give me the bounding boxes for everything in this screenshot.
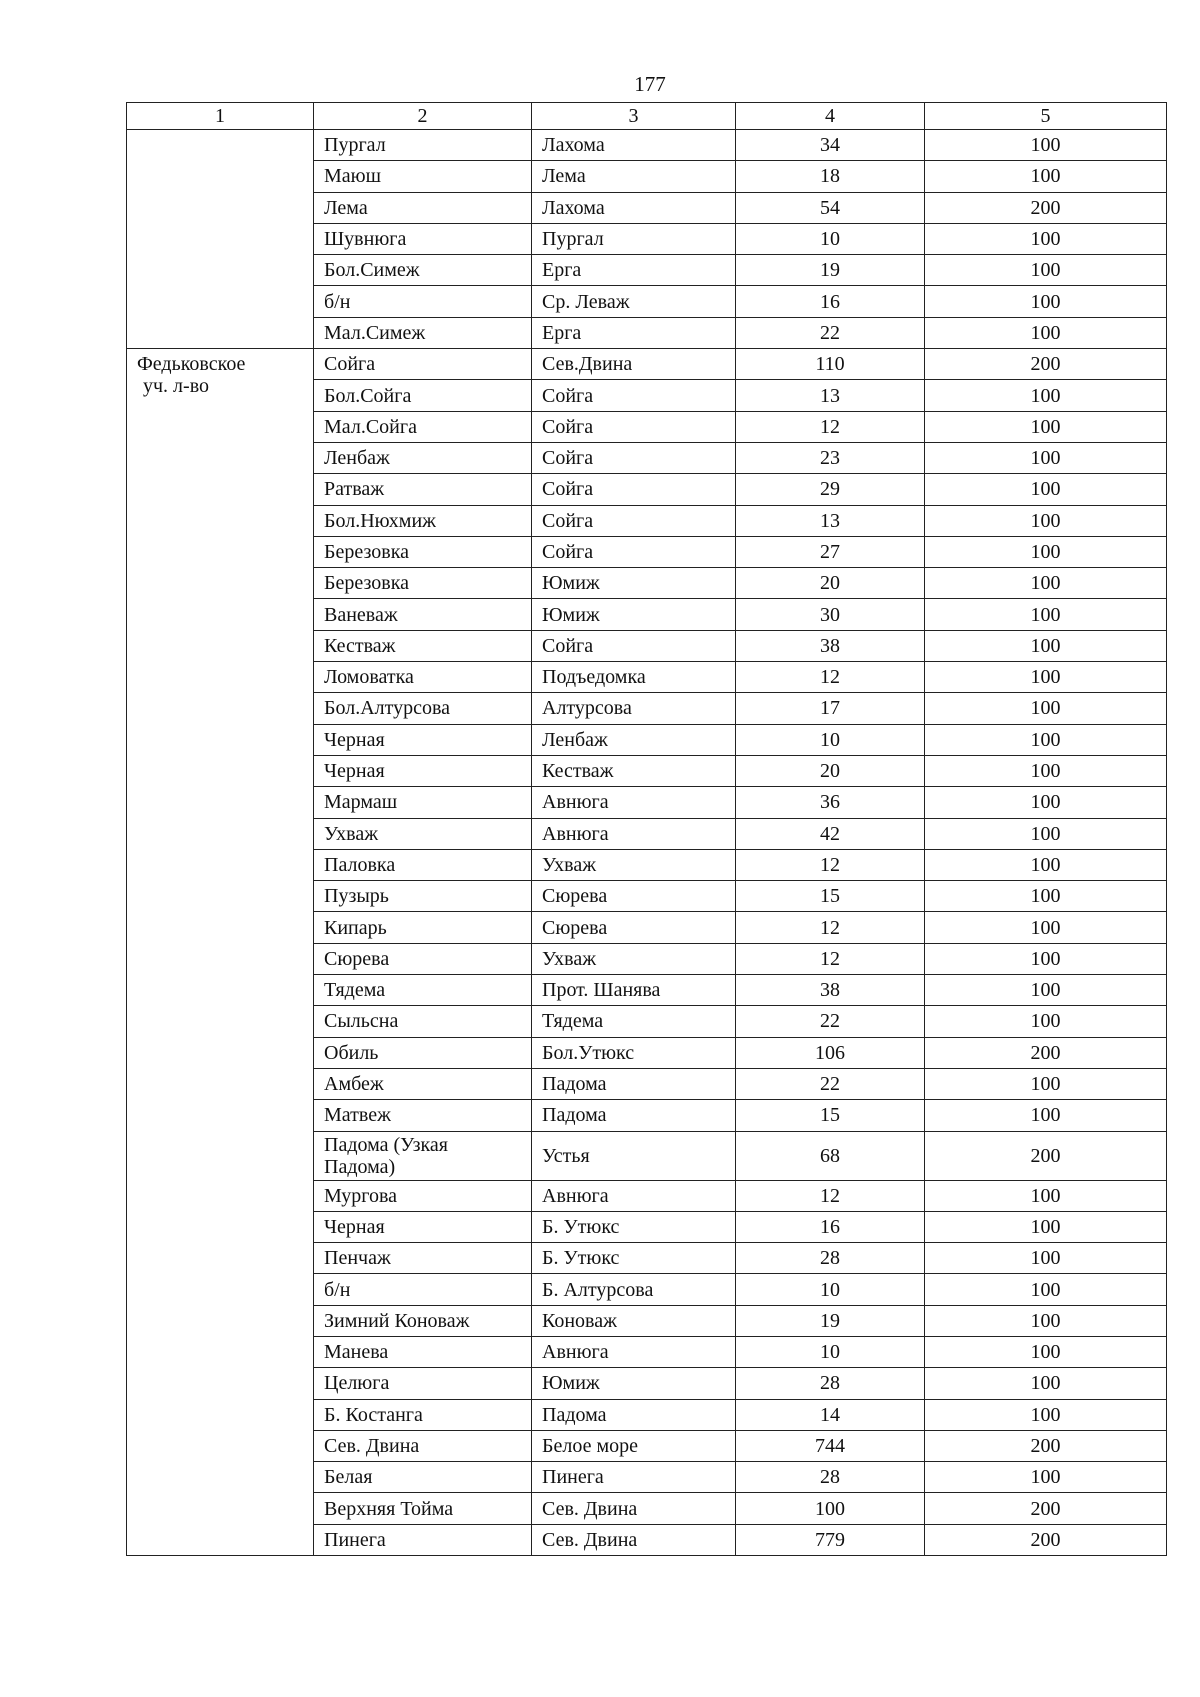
river-name-cell: Березовка: [314, 536, 532, 567]
river-name-cell: Пенчаж: [314, 1243, 532, 1274]
river-name-cell: Бол.Симеж: [314, 255, 532, 286]
protection-zone-width-cell: 100: [925, 1368, 1167, 1399]
protection-zone-width-cell: 200: [925, 1037, 1167, 1068]
river-length-cell: 28: [736, 1368, 925, 1399]
river-mouth-cell: Сойга: [532, 505, 736, 536]
river-length-cell: 12: [736, 1180, 925, 1211]
river-name-cell: Пургал: [314, 130, 532, 161]
river-length-cell: 18: [736, 161, 925, 192]
river-name-cell: Паловка: [314, 849, 532, 880]
header-row: [127, 103, 1167, 130]
river-mouth-cell: Б. Алтурсова: [532, 1274, 736, 1305]
river-name-cell: Мал.Симеж: [314, 317, 532, 348]
river-length-cell: 110: [736, 349, 925, 380]
river-name-cell: Лема: [314, 192, 532, 223]
river-name-cell: Бол.Сойга: [314, 380, 532, 411]
river-name-cell: Зимний Коноваж: [314, 1305, 532, 1336]
protection-zone-width-cell: 100: [925, 1336, 1167, 1367]
river-name-cell: б/н: [314, 1274, 532, 1305]
river-name-cell: Ухваж: [314, 818, 532, 849]
river-mouth-cell: Ерга: [532, 255, 736, 286]
river-mouth-cell: Юмиж: [532, 1368, 736, 1399]
river-length-cell: 17: [736, 693, 925, 724]
river-length-cell: 22: [736, 317, 925, 348]
river-name-cell: Шувнюга: [314, 223, 532, 254]
river-length-cell: 10: [736, 1336, 925, 1367]
river-length-cell: 36: [736, 787, 925, 818]
river-mouth-cell: Тядема: [532, 1006, 736, 1037]
river-length-cell: 28: [736, 1462, 925, 1493]
table-row: [127, 130, 1167, 161]
forestry-district-line: уч. л-во: [143, 375, 210, 398]
river-name-cell: Черная: [314, 1211, 532, 1242]
river-mouth-cell: Юмиж: [532, 568, 736, 599]
river-name-cell: Тядема: [314, 975, 532, 1006]
protection-zone-width-cell: 100: [925, 724, 1167, 755]
protection-zone-width-cell: 100: [925, 536, 1167, 567]
river-name-cell: Пинега: [314, 1524, 532, 1555]
river-mouth-cell: Алтурсова: [532, 693, 736, 724]
column-header-1: 1: [127, 103, 314, 130]
river-length-cell: 34: [736, 130, 925, 161]
column-header-4: 4: [736, 103, 925, 130]
river-mouth-cell: Авнюга: [532, 1336, 736, 1367]
river-mouth-cell: Б. Утюкс: [532, 1211, 736, 1242]
protection-zone-width-cell: 100: [925, 1243, 1167, 1274]
river-length-cell: 68: [736, 1131, 925, 1180]
river-name-cell: Обиль: [314, 1037, 532, 1068]
rivers-table: [126, 102, 1167, 1556]
protection-zone-width-cell: 100: [925, 912, 1167, 943]
protection-zone-width-cell: 100: [925, 1399, 1167, 1430]
protection-zone-width-cell: 100: [925, 1068, 1167, 1099]
protection-zone-width-cell: 100: [925, 818, 1167, 849]
river-mouth-cell: Подъедомка: [532, 662, 736, 693]
river-length-cell: 779: [736, 1524, 925, 1555]
river-mouth-cell: Падома: [532, 1399, 736, 1430]
river-length-cell: 22: [736, 1006, 925, 1037]
river-mouth-cell: Лахома: [532, 130, 736, 161]
river-name-cell: Мармаш: [314, 787, 532, 818]
river-length-cell: 28: [736, 1243, 925, 1274]
protection-zone-width-cell: 100: [925, 1305, 1167, 1336]
river-name-cell: Белая: [314, 1462, 532, 1493]
river-mouth-cell: Ухваж: [532, 849, 736, 880]
river-name-cell: Целюга: [314, 1368, 532, 1399]
river-mouth-cell: Ср. Леваж: [532, 286, 736, 317]
protection-zone-width-cell: 100: [925, 1211, 1167, 1242]
river-length-cell: 19: [736, 255, 925, 286]
river-mouth-cell: Коноваж: [532, 1305, 736, 1336]
river-name-cell: Сюрева: [314, 943, 532, 974]
river-mouth-cell: Сойга: [532, 474, 736, 505]
river-mouth-cell: Пургал: [532, 223, 736, 254]
river-mouth-cell: Ленбаж: [532, 724, 736, 755]
protection-zone-width-cell: 100: [925, 662, 1167, 693]
river-length-cell: 20: [736, 755, 925, 786]
column-header-2: 2: [314, 103, 532, 130]
protection-zone-width-cell: 100: [925, 286, 1167, 317]
river-name-cell: Черная: [314, 724, 532, 755]
forestry-district-line: Федьковское: [137, 353, 246, 376]
river-length-cell: 16: [736, 1211, 925, 1242]
river-mouth-cell: Бол.Утюкс: [532, 1037, 736, 1068]
river-length-cell: 13: [736, 380, 925, 411]
protection-zone-width-cell: 100: [925, 474, 1167, 505]
river-mouth-cell: Ерга: [532, 317, 736, 348]
protection-zone-width-cell: 100: [925, 755, 1167, 786]
protection-zone-width-cell: 100: [925, 1180, 1167, 1211]
forestry-district-cell: [127, 349, 314, 1556]
river-length-cell: 23: [736, 442, 925, 473]
river-name-cell: Ваневаж: [314, 599, 532, 630]
river-name-cell: Маюш: [314, 161, 532, 192]
protection-zone-width-cell: 100: [925, 505, 1167, 536]
river-mouth-cell: Сойга: [532, 630, 736, 661]
river-name-cell: Мал.Сойга: [314, 411, 532, 442]
protection-zone-width-cell: 200: [925, 349, 1167, 380]
river-name-cell: Кипарь: [314, 912, 532, 943]
river-length-cell: 12: [736, 662, 925, 693]
river-mouth-cell: Прот. Шанява: [532, 975, 736, 1006]
river-length-cell: 10: [736, 724, 925, 755]
protection-zone-width-cell: 100: [925, 975, 1167, 1006]
river-name-cell: Черная: [314, 755, 532, 786]
river-length-cell: 15: [736, 1100, 925, 1131]
river-name-cell: Матвеж: [314, 1100, 532, 1131]
protection-zone-width-cell: 100: [925, 1006, 1167, 1037]
river-mouth-cell: Лема: [532, 161, 736, 192]
protection-zone-width-cell: 100: [925, 849, 1167, 880]
river-length-cell: 22: [736, 1068, 925, 1099]
river-length-cell: 100: [736, 1493, 925, 1524]
river-name-cell: Амбеж: [314, 1068, 532, 1099]
forestry-district-label: [137, 353, 303, 397]
river-length-cell: 12: [736, 411, 925, 442]
river-name-cell: Пузырь: [314, 881, 532, 912]
river-mouth-cell: Сев. Двина: [532, 1493, 736, 1524]
river-mouth-cell: Устья: [532, 1131, 736, 1180]
river-mouth-cell: Авнюга: [532, 818, 736, 849]
river-name-cell: Березовка: [314, 568, 532, 599]
river-mouth-cell: Сюрева: [532, 881, 736, 912]
protection-zone-width-cell: 100: [925, 130, 1167, 161]
river-length-cell: 29: [736, 474, 925, 505]
protection-zone-width-cell: 100: [925, 693, 1167, 724]
river-mouth-cell: Кестваж: [532, 755, 736, 786]
protection-zone-width-cell: 100: [925, 255, 1167, 286]
river-mouth-cell: Белое море: [532, 1430, 736, 1461]
river-name-cell: Б. Костанга: [314, 1399, 532, 1430]
protection-zone-width-cell: 100: [925, 223, 1167, 254]
protection-zone-width-cell: 100: [925, 317, 1167, 348]
protection-zone-width-cell: 100: [925, 943, 1167, 974]
river-mouth-cell: Сойга: [532, 411, 736, 442]
protection-zone-width-cell: 100: [925, 161, 1167, 192]
river-length-cell: 38: [736, 975, 925, 1006]
river-length-cell: 13: [736, 505, 925, 536]
river-mouth-cell: Сойга: [532, 442, 736, 473]
river-length-cell: 744: [736, 1430, 925, 1461]
river-mouth-cell: Б. Утюкс: [532, 1243, 736, 1274]
river-length-cell: 42: [736, 818, 925, 849]
river-name-cell: Сойга: [314, 349, 532, 380]
river-mouth-cell: Сев.Двина: [532, 349, 736, 380]
protection-zone-width-cell: 100: [925, 1100, 1167, 1131]
river-name-cell: Мургова: [314, 1180, 532, 1211]
protection-zone-width-cell: 200: [925, 1430, 1167, 1461]
river-name-cell: б/н: [314, 286, 532, 317]
river-mouth-cell: Падома: [532, 1100, 736, 1131]
river-name-cell: Кестваж: [314, 630, 532, 661]
protection-zone-width-cell: 100: [925, 568, 1167, 599]
river-length-cell: 106: [736, 1037, 925, 1068]
river-name-cell: Падома (Узкая Падома): [314, 1131, 532, 1180]
table-body: [127, 130, 1167, 1556]
river-length-cell: 30: [736, 599, 925, 630]
protection-zone-width-cell: 100: [925, 1462, 1167, 1493]
river-mouth-cell: Авнюга: [532, 787, 736, 818]
river-length-cell: 12: [736, 943, 925, 974]
river-mouth-cell: Авнюга: [532, 1180, 736, 1211]
protection-zone-width-cell: 100: [925, 1274, 1167, 1305]
river-name-cell: Бол.Алтурсова: [314, 693, 532, 724]
river-length-cell: 12: [736, 912, 925, 943]
protection-zone-width-cell: 100: [925, 411, 1167, 442]
river-length-cell: 14: [736, 1399, 925, 1430]
river-length-cell: 10: [736, 223, 925, 254]
river-name-cell: Ленбаж: [314, 442, 532, 473]
river-length-cell: 10: [736, 1274, 925, 1305]
river-length-cell: 20: [736, 568, 925, 599]
river-mouth-cell: Юмиж: [532, 599, 736, 630]
protection-zone-width-cell: 100: [925, 881, 1167, 912]
protection-zone-width-cell: 100: [925, 630, 1167, 661]
protection-zone-width-cell: 200: [925, 192, 1167, 223]
river-mouth-cell: Сойга: [532, 380, 736, 411]
river-mouth-cell: Лахома: [532, 192, 736, 223]
river-length-cell: 38: [736, 630, 925, 661]
river-mouth-cell: Ухваж: [532, 943, 736, 974]
river-name-cell: Ломоватка: [314, 662, 532, 693]
river-name-cell: Сыльсна: [314, 1006, 532, 1037]
river-mouth-cell: Сюрева: [532, 912, 736, 943]
protection-zone-width-cell: 200: [925, 1493, 1167, 1524]
river-mouth-cell: Пинега: [532, 1462, 736, 1493]
river-length-cell: 54: [736, 192, 925, 223]
river-mouth-cell: Сев. Двина: [532, 1524, 736, 1555]
river-name-cell: Сев. Двина: [314, 1430, 532, 1461]
river-name-cell: Бол.Нюхмиж: [314, 505, 532, 536]
river-length-cell: 15: [736, 881, 925, 912]
protection-zone-width-cell: 200: [925, 1524, 1167, 1555]
river-length-cell: 19: [736, 1305, 925, 1336]
table-row: [127, 349, 1167, 380]
river-name-cell: Верхняя Тойма: [314, 1493, 532, 1524]
protection-zone-width-cell: 100: [925, 380, 1167, 411]
river-mouth-cell: Сойга: [532, 536, 736, 567]
forestry-district-cell: [127, 130, 314, 349]
protection-zone-width-cell: 100: [925, 787, 1167, 818]
protection-zone-width-cell: 100: [925, 442, 1167, 473]
river-length-cell: 12: [736, 849, 925, 880]
page-number: 177: [634, 72, 666, 96]
column-header-3: 3: [532, 103, 736, 130]
column-header-5: 5: [925, 103, 1167, 130]
river-name-cell: Ратваж: [314, 474, 532, 505]
river-length-cell: 16: [736, 286, 925, 317]
river-mouth-cell: Падома: [532, 1068, 736, 1099]
river-length-cell: 27: [736, 536, 925, 567]
protection-zone-width-cell: 100: [925, 599, 1167, 630]
river-name-cell: Манева: [314, 1336, 532, 1367]
protection-zone-width-cell: 200: [925, 1131, 1167, 1180]
